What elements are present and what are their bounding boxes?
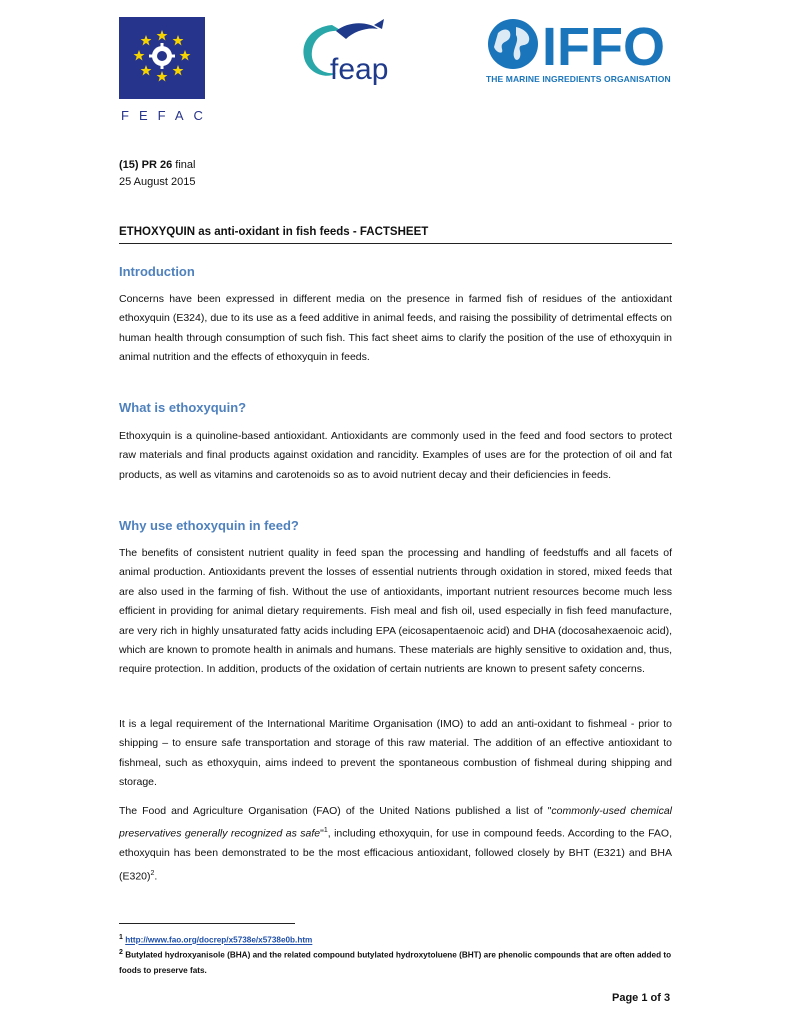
heading-introduction: Introduction	[119, 264, 195, 279]
paragraph-why-imo: It is a legal requirement of the International Maritime Organisation (IMO) to add an anti-oxidant to fishmeal - prior to shipping – to ensure safe transportation and storage of this raw material. The addition of an effective antioxidant to fishmeal, such as ethoxyquin, aims indeed to prevent the spontaneous combustion of fishmeal during shipping and storage.	[119, 718, 672, 789]
fefac-emblem	[119, 17, 205, 99]
fao-quote-close: "	[320, 827, 324, 840]
iffo-globe-icon	[486, 17, 682, 73]
ref-number: (15) PR 26	[119, 159, 173, 171]
page-of-label: of	[650, 992, 661, 1004]
fao-text-start: The Food and Agriculture Organisation (FAO) of the United Nations published a list of "	[119, 805, 552, 817]
footnote-separator	[119, 923, 295, 924]
footnote-ref-2[interactable]: 2	[150, 869, 155, 877]
feap-wordmark: feap	[330, 53, 389, 86]
paragraph-introduction: Concerns have been expressed in different media on the presence in farmed fish of residues of the antioxidant ethoxyquin (E324), due to its use as a feed additive in animal feeds, and raising the possibility of detrimental effects on human health through consumption of such fish. This fact sheet aims to clarify the position of the use of ethoxyquin in animal nutrition and the effects of ethoxyquin in feeds.	[119, 293, 672, 364]
paragraph-why-benefits: The benefits of consistent nutrient quality in feed span the processing and handling of feedstuffs and all facets of animal production. Antioxidants prevent the losses of essential nutrients through oxidation in stored, mixed feeds that are also used in the farming of fish. Without the use of antioxidants, important nutrient resources become much less efficient in providing for animal dietary requirements. Fish meal and fish oil, used especially in fish feed manufacture, are very rich in highly unsaturated fatty acids including EPA (eicosapentaenoic acid) and DHA (docosahexaenoic acid), which are known to promote health in animals and humans. These materials are highly sensitive to oxidation and, thus, require protection. In addition, products of the oxidation of certain nutrients are known to present safety concerns.	[119, 547, 672, 676]
document-reference	[119, 157, 195, 191]
fefac-logo	[119, 17, 213, 123]
footnote-2-number: 2	[119, 949, 123, 956]
page-total: 3	[664, 992, 671, 1004]
page-current: 1	[641, 992, 648, 1004]
paragraph-why-fao	[119, 802, 672, 887]
feap-fish-icon	[292, 17, 437, 97]
iffo-wordmark: IFFO	[542, 17, 665, 73]
paragraph-what-is-ethoxyquin: Ethoxyquin is a quinoline-based antioxidant. Antioxidants are commonly used in the feed and food sectors to protect raw materials and final products against oxidation and rancidity. Examples of uses are for the protection of oil and fat products, as well as vitamins and carotenoids so as to avoid nutrient decay and their deficiencies in feeds.	[119, 430, 672, 481]
page-number	[612, 992, 670, 1004]
fao-quote: commonly-used chemical preservatives generally recognized as safe	[119, 805, 672, 840]
feap-logo	[292, 17, 437, 97]
eu-stars-icon	[119, 17, 205, 99]
iffo-tagline: THE MARINE INGREDIENTS ORGANISATION	[486, 74, 671, 84]
document-date: 25 August 2015	[119, 176, 196, 188]
heading-why-use-ethoxyquin: Why use ethoxyquin in feed?	[119, 518, 299, 533]
footnote-2	[119, 945, 674, 978]
fefac-wordmark: FEFAC	[121, 108, 213, 123]
page-label: Page	[612, 992, 639, 1004]
footnote-2-text: Butylated hydroxyanisole (BHA) and the related compound butylated hydroxytoluene (BHT) are phenolic compounds that are often added to foods to preserve fats.	[119, 950, 672, 975]
ref-status: final	[175, 159, 196, 171]
footnote-1-number: 1	[119, 934, 123, 941]
fao-text-middle: , including ethoxyquin, for use in compound feeds. According to the FAO, ethoxyquin has been demonstrated to be the most efficacious antioxidant, followed closely by BHT (E321) and BHA (E320)	[119, 827, 672, 883]
footnote-1-link[interactable]: http://www.fao.org/docrep/x5738e/x5738e0b.htm	[125, 935, 313, 945]
document-title: ETHOXYQUIN as anti-oxidant in fish feeds - FACTSHEET	[119, 226, 672, 244]
heading-what-is-ethoxyquin: What is ethoxyquin?	[119, 400, 247, 415]
footnote-ref-1[interactable]: 1	[323, 827, 328, 835]
fao-text-end: .	[154, 870, 158, 883]
